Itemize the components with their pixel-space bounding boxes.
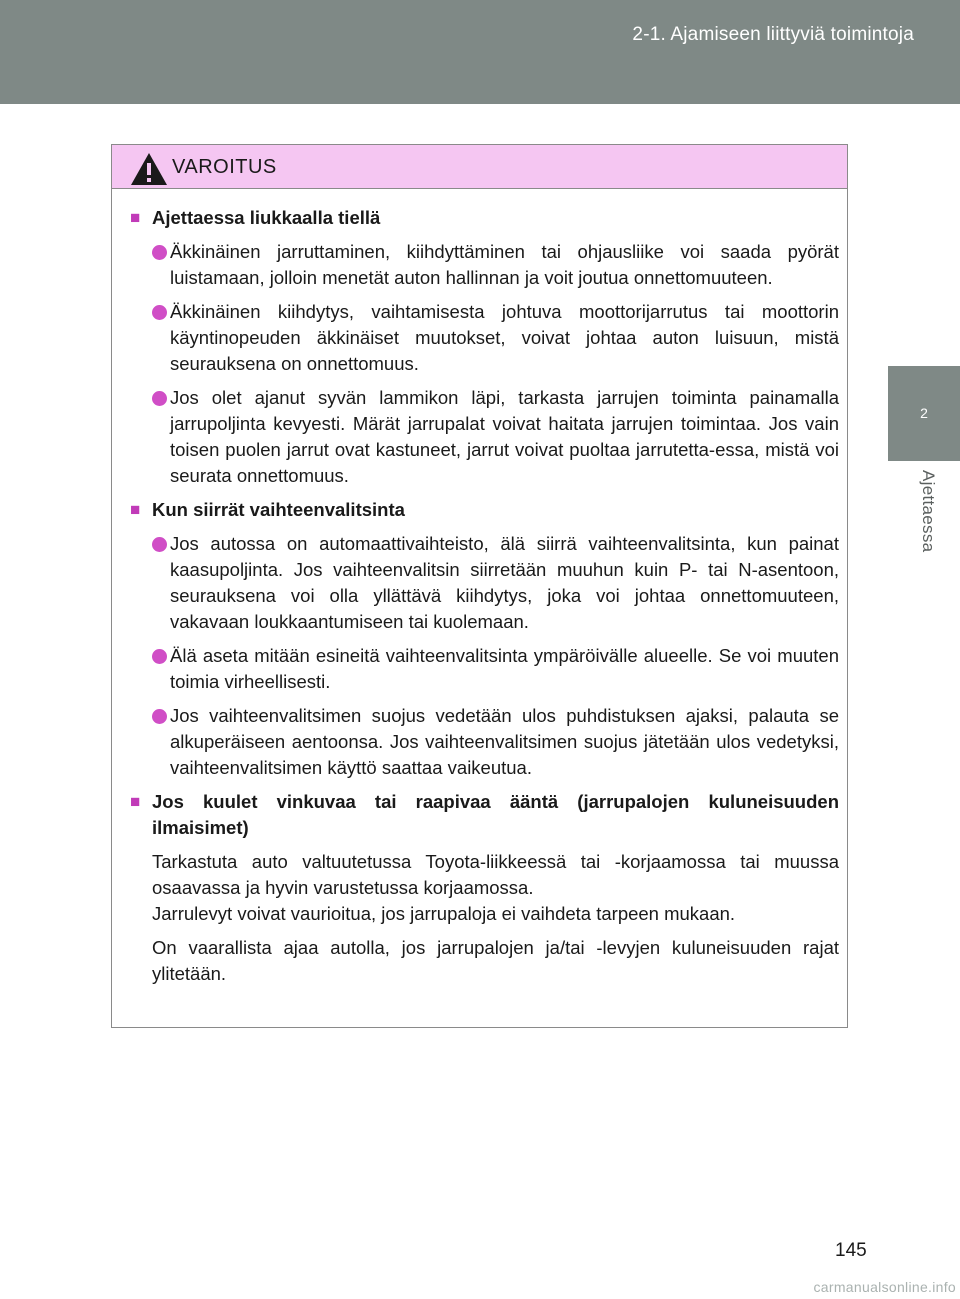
warning-box bbox=[111, 144, 848, 1028]
square-bullet-icon: ■ bbox=[130, 208, 141, 227]
list-item: Jos autossa on automaattivaihteisto, älä siirrä vaihteenvalitsinta, kun painat kaasupoljinta. Jos vaihteenvalitsin siirretään muuhun kuin P- tai N-asentoon, seurauksena voi olla yllättävä kiihdytys, joka voi johtaa onnettomuuteen, vakavaan loukkaantumiseen tai kuolemaan. bbox=[130, 531, 839, 635]
list-item: Älä aseta mitään esineitä vaihteenvalitsinta ympäröivälle alueelle. Se voi muuten toimia virheellisesti. bbox=[130, 643, 839, 695]
list-item: Äkkinäinen jarruttaminen, kiihdyttäminen tai ohjausliike voi saada pyörät luistamaan, jolloin menetät auton hallinnan ja voit joutua onnettomuuteen. bbox=[130, 239, 839, 291]
paragraph: Tarkastuta auto valtuutetussa Toyota-liikkeessä tai -korjaamossa tai muussa osaavassa ja hyvin varustetussa korjaamossa. Jarrulevyt voivat vaurioitua, jos jarrupaloja ei vaihdeta tarpeen mukaan. bbox=[152, 851, 839, 924]
bullet-icon bbox=[152, 391, 167, 406]
warning-title: VAROITUS bbox=[172, 156, 277, 178]
square-bullet-icon: ■ bbox=[130, 500, 141, 519]
chapter-title: 2-1. Ajamiseen liittyviä toimintoja bbox=[632, 24, 914, 45]
chapter-tab bbox=[888, 366, 960, 461]
warning-body bbox=[112, 189, 847, 987]
chapter-label: Ajettaessa bbox=[919, 470, 938, 553]
warning-triangle-icon bbox=[129, 151, 169, 187]
section-heading: ■ Jos kuulet vinkuvaa tai raapivaa ääntä (jarrupalojen kuluneisuuden ilmaisimet) bbox=[130, 789, 839, 841]
list-item: Jos vaihteenvalitsimen suojus vedetään ulos puhdistuksen ajaksi, palauta se alkuperäiseen aentoonsa. Jos vaihteenvalitsimen suojus jätetään ulos vedetyksi, vaihteenvalitsimen käyttö saattaa vaikeutua. bbox=[130, 703, 839, 781]
list-item: Jos olet ajanut syvän lammikon läpi, tarkasta jarrujen toiminta painamalla jarrupoljinta kevyesti. Märät jarrupalat voivat haitata jarrujen toimintaa. Jos vain toisen puolen jarrut ovat kastuneet, jarrut voivat puoltaa jarrutetta-essa, mistä voi seurata onnettomuus. bbox=[130, 385, 839, 489]
page-number: 145 bbox=[835, 1240, 867, 1261]
bullet-icon bbox=[152, 245, 167, 260]
list-item: Äkkinäinen kiihdytys, vaihtamisesta johtuva moottorijarrutus tai moottorin käyntinopeuden äkkinäiset muutokset, voivat johtaa auton luisuun, mistä seurauksena on onnettomuus. bbox=[130, 299, 839, 377]
watermark: carmanualsonline.info bbox=[813, 1279, 956, 1295]
bullet-icon bbox=[152, 709, 167, 724]
warning-header bbox=[112, 145, 847, 189]
page-header bbox=[0, 0, 960, 104]
square-bullet-icon: ■ bbox=[130, 792, 141, 811]
bullet-icon bbox=[152, 305, 167, 320]
section-heading: ■ Kun siirrät vaihteenvalitsinta bbox=[130, 497, 839, 523]
bullet-icon bbox=[152, 537, 167, 552]
paragraph: On vaarallista ajaa autolla, jos jarrupalojen ja/tai -levyjen kuluneisuuden rajat ylitetään. bbox=[152, 937, 839, 984]
bullet-icon bbox=[152, 649, 167, 664]
section-heading: ■ Ajettaessa liukkaalla tiellä bbox=[130, 205, 839, 231]
chapter-number: 2 bbox=[920, 405, 928, 421]
